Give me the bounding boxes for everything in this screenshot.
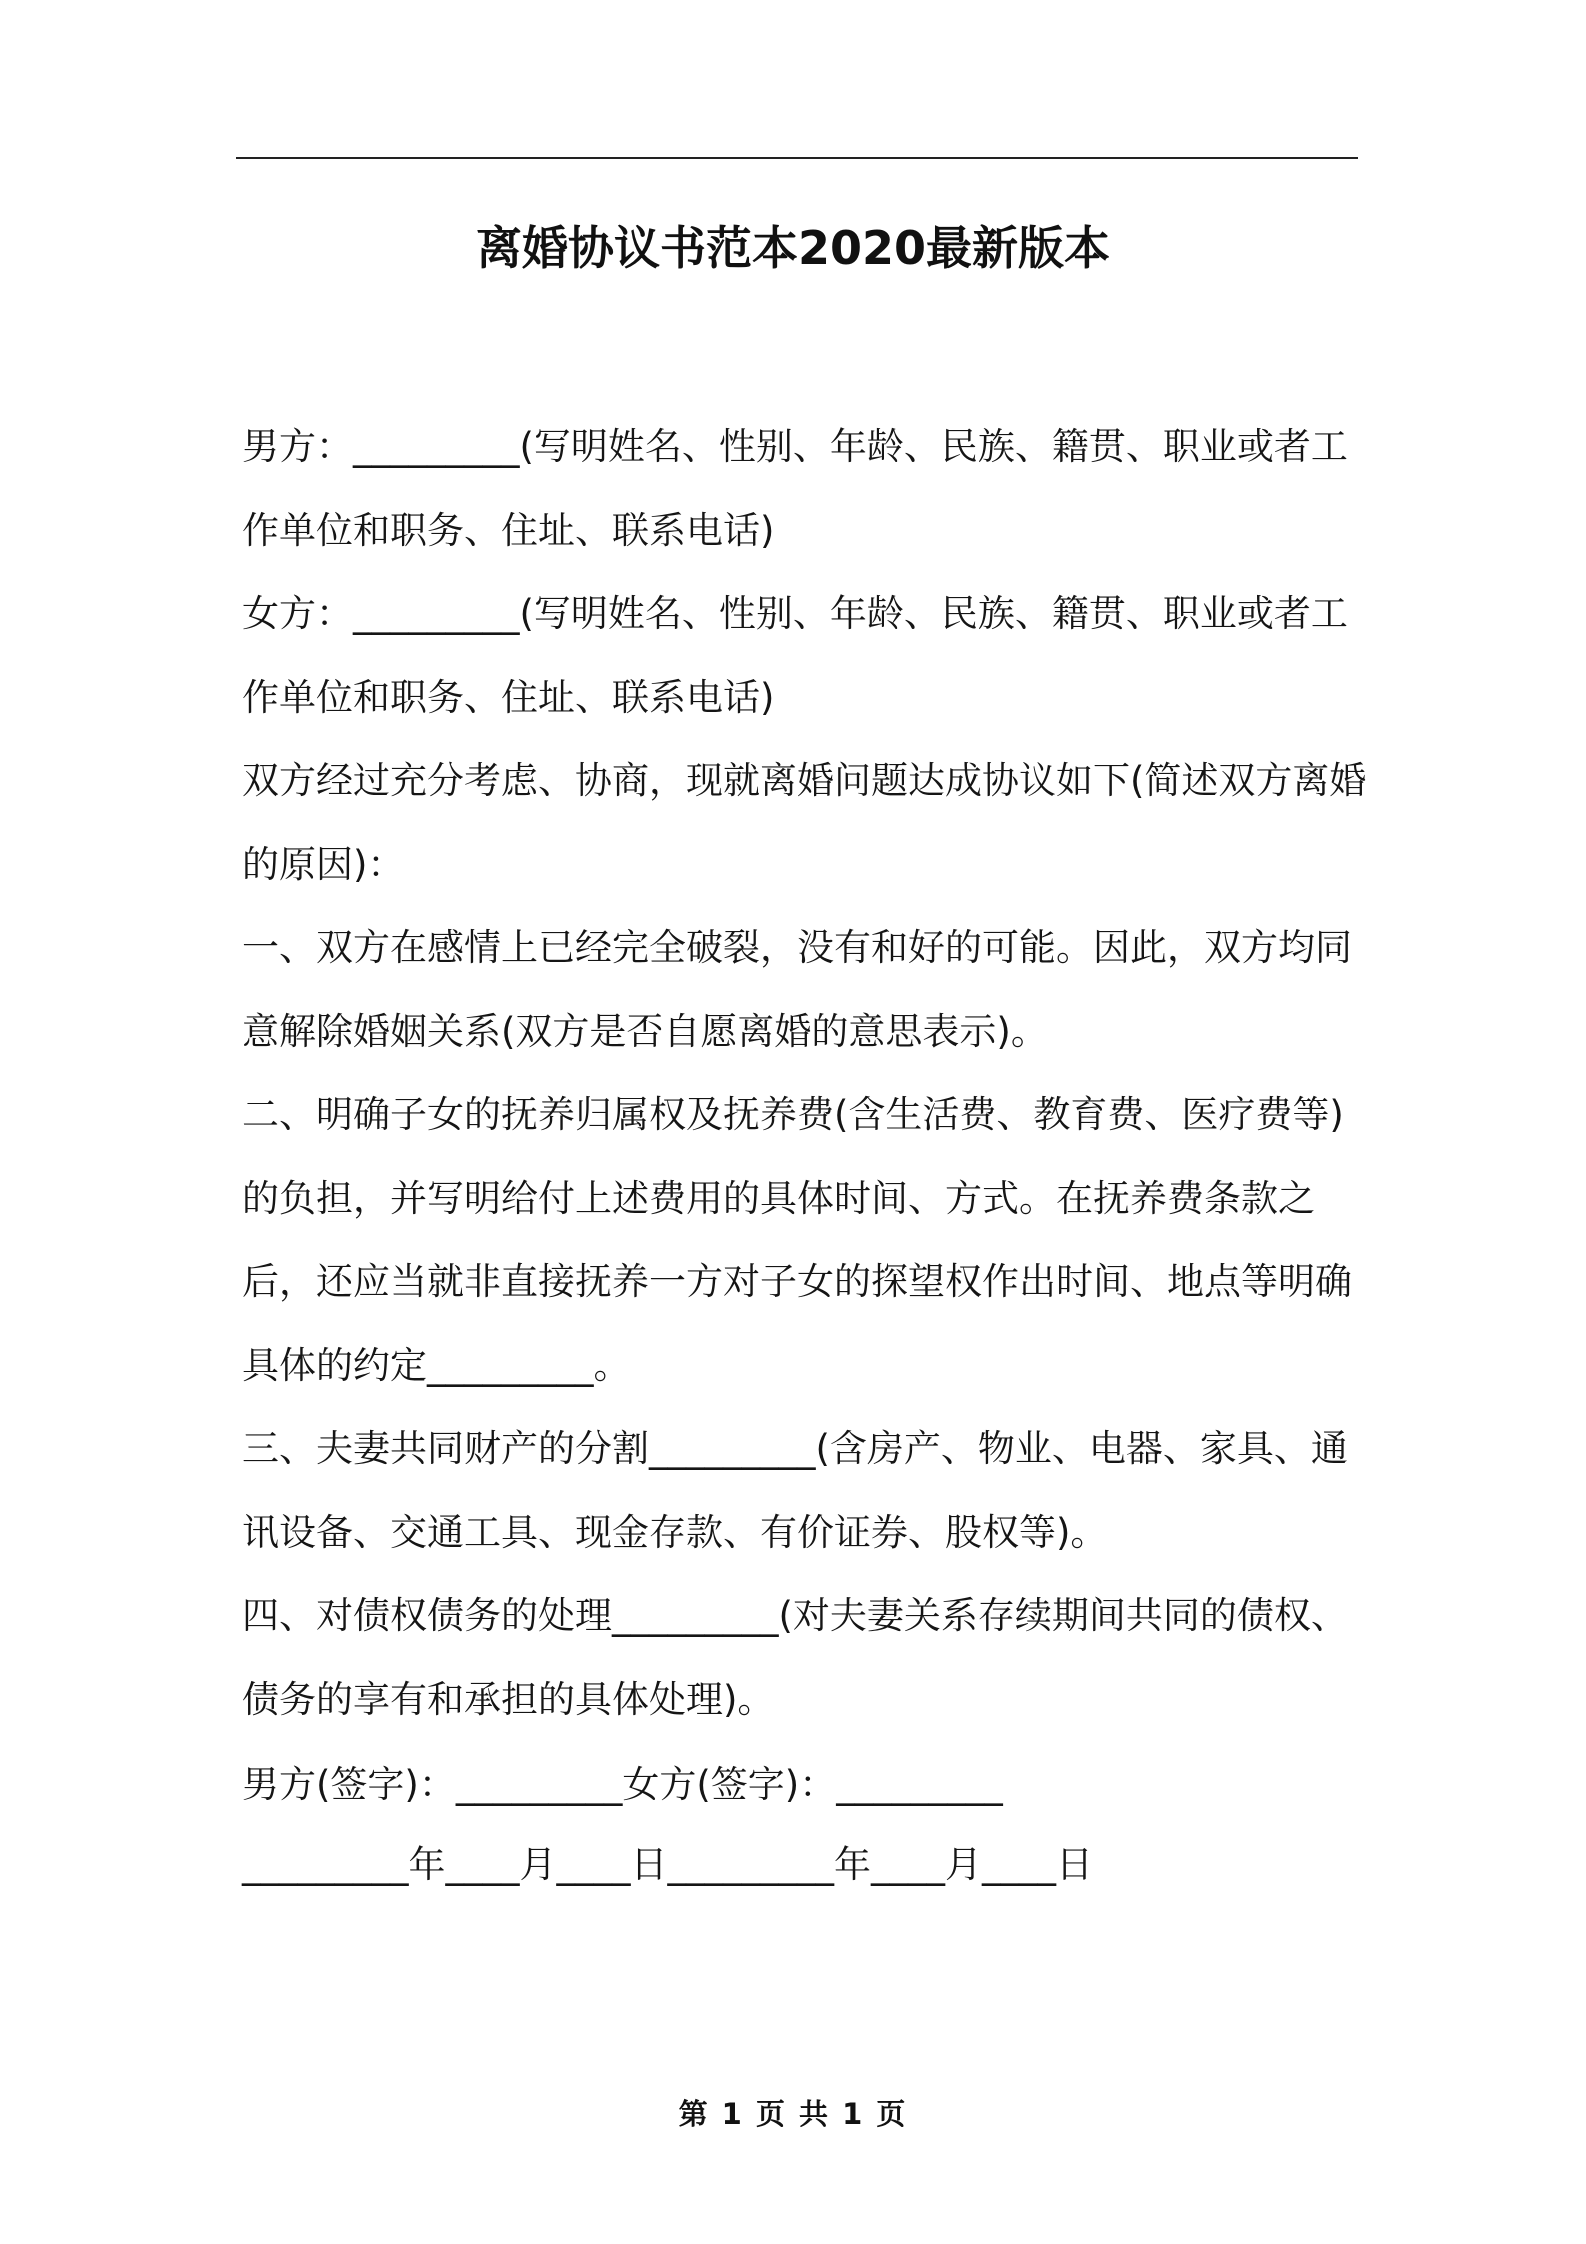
- document-body: [242, 405, 1372, 1741]
- header-rule: [236, 157, 1358, 159]
- signature-block: [242, 1745, 1372, 1905]
- paragraph-clause-2: 二、明确子女的抚养归属权及抚养费(含生活费、教育费、医疗费等)的负担，并写明给付上述费用的具体时间、方式。在抚养费条款之后，还应当就非直接抚养一方对子女的探望权作出时间、地点等明确具体的约定_________。: [242, 1093, 1352, 1387]
- paragraph-clause-3: 三、夫妻共同财产的分割_________(含房产、物业、电器、家具、通讯设备、交通工具、现金存款、有价证券、股权等)。: [242, 1427, 1348, 1554]
- paragraph-agreement-intro: 双方经过充分考虑、协商，现就离婚问题达成协议如下(简述双方离婚的原因)：: [242, 759, 1367, 886]
- document-title: 离婚协议书范本2020最新版本: [475, 221, 1111, 275]
- paragraph-male-party: 男方：_________(写明姓名、性别、年龄、民族、籍贯、职业或者工作单位和职务、住址、联系电话): [242, 425, 1348, 552]
- paragraph-female-party: 女方：_________(写明姓名、性别、年龄、民族、籍贯、职业或者工作单位和职务、住址、联系电话): [242, 592, 1348, 719]
- paragraph-clause-1: 一、双方在感情上已经完全破裂，没有和好的可能。因此，双方均同意解除婚姻关系(双方是否自愿离婚的意思表示)。: [242, 926, 1352, 1053]
- date-line: _________年____月____日_________年____月____日: [242, 1843, 1093, 1886]
- signature-line: 男方(签字)：_________女方(签字)：_________: [242, 1763, 1003, 1806]
- page-footer: 第 1 页 共 1 页: [678, 2097, 908, 2131]
- paragraph-clause-4: 四、对债权债务的处理_________(对夫妻关系存续期间共同的债权、债务的享有和承担的具体处理)。: [242, 1594, 1348, 1721]
